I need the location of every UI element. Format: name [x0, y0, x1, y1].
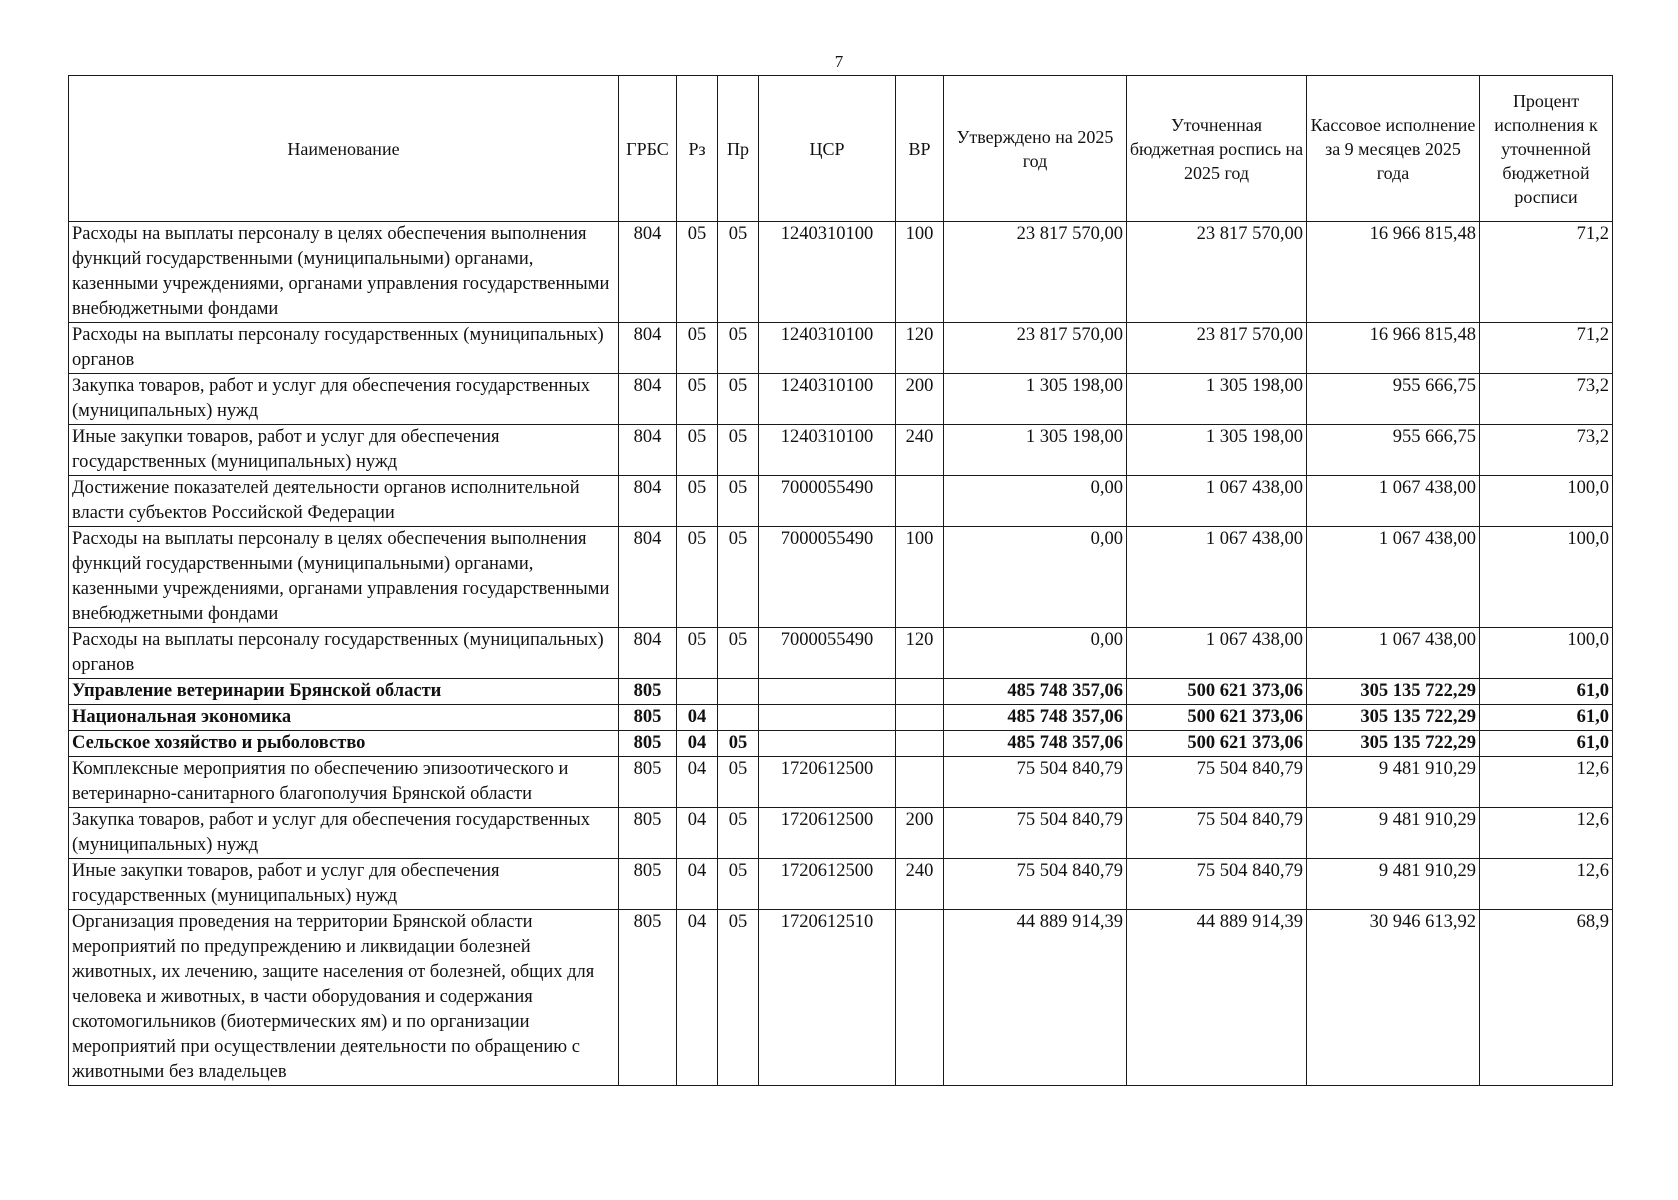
cell-refined: 1 067 438,00: [1127, 476, 1307, 527]
cell-rz: 05: [677, 425, 718, 476]
header-grbs: ГРБС: [619, 76, 677, 222]
cell-vr: [896, 476, 944, 527]
cell-pr: 05: [718, 808, 759, 859]
cell-vr: [896, 731, 944, 757]
header-percent: Процент исполнения к уточненной бюджетной росписи: [1480, 76, 1613, 222]
table-row: [69, 679, 1613, 705]
cell-approved: 75 504 840,79: [944, 859, 1127, 910]
cell-rz: 05: [677, 222, 718, 323]
cell-name: Расходы на выплаты персоналу в целях обеспечения выполнения функций государственными (муниципальными) органами, казенными учреждениями, органами управления государственными внебюджетными фондами: [69, 527, 619, 628]
cell-cash: 305 135 722,29: [1307, 705, 1480, 731]
cell-refined: 1 067 438,00: [1127, 527, 1307, 628]
cell-pr: 05: [718, 222, 759, 323]
cell-pr: 05: [718, 323, 759, 374]
table-row: [69, 425, 1613, 476]
table-row: [69, 705, 1613, 731]
budget-execution-table: [68, 75, 1613, 1086]
cell-rz: 05: [677, 374, 718, 425]
cell-approved: 75 504 840,79: [944, 808, 1127, 859]
cell-pr: 05: [718, 425, 759, 476]
cell-csr: 1720612510: [759, 910, 896, 1086]
cell-percent: 100,0: [1480, 628, 1613, 679]
header-vr: ВР: [896, 76, 944, 222]
table-header-row: [69, 76, 1613, 222]
cell-approved: 0,00: [944, 527, 1127, 628]
cell-cash: 9 481 910,29: [1307, 808, 1480, 859]
cell-cash: 16 966 815,48: [1307, 222, 1480, 323]
cell-csr: 7000055490: [759, 527, 896, 628]
cell-pr: 05: [718, 374, 759, 425]
cell-approved: 1 305 198,00: [944, 425, 1127, 476]
cell-name: Закупка товаров, работ и услуг для обеспечения государственных (муниципальных) нужд: [69, 374, 619, 425]
cell-refined: 75 504 840,79: [1127, 859, 1307, 910]
cell-cash: 1 067 438,00: [1307, 476, 1480, 527]
cell-csr: [759, 705, 896, 731]
cell-vr: [896, 705, 944, 731]
cell-rz: 04: [677, 910, 718, 1086]
cell-csr: 1240310100: [759, 374, 896, 425]
table-row: [69, 222, 1613, 323]
cell-approved: 75 504 840,79: [944, 757, 1127, 808]
cell-grbs: 804: [619, 425, 677, 476]
cell-approved: 44 889 914,39: [944, 910, 1127, 1086]
cell-csr: 1240310100: [759, 323, 896, 374]
table-row: [69, 323, 1613, 374]
cell-approved: 23 817 570,00: [944, 222, 1127, 323]
cell-csr: 1720612500: [759, 808, 896, 859]
cell-cash: 305 135 722,29: [1307, 679, 1480, 705]
cell-csr: 1720612500: [759, 859, 896, 910]
cell-refined: 75 504 840,79: [1127, 808, 1307, 859]
table-row: [69, 859, 1613, 910]
table-row: [69, 731, 1613, 757]
cell-rz: 04: [677, 705, 718, 731]
cell-pr: 05: [718, 731, 759, 757]
cell-cash: 955 666,75: [1307, 374, 1480, 425]
cell-pr: [718, 705, 759, 731]
cell-name: Организация проведения на территории Брянской области мероприятий по предупреждению и ликвидации болезней животных, их лечению, защите населения от болезней, общих для человека и животных, в части оборудования и содержания скотомогильников (биотермических ям) и по организации мероприятий при осуществлении деятельности по обращению с животными без владельцев: [69, 910, 619, 1086]
cell-grbs: 804: [619, 222, 677, 323]
cell-vr: [896, 757, 944, 808]
cell-name: Комплексные мероприятия по обеспечению эпизоотического и ветеринарно-санитарного благополучия Брянской области: [69, 757, 619, 808]
cell-approved: 485 748 357,06: [944, 731, 1127, 757]
cell-grbs: 805: [619, 705, 677, 731]
cell-name: Закупка товаров, работ и услуг для обеспечения государственных (муниципальных) нужд: [69, 808, 619, 859]
cell-grbs: 804: [619, 476, 677, 527]
cell-rz: 04: [677, 859, 718, 910]
cell-refined: 23 817 570,00: [1127, 323, 1307, 374]
cell-vr: [896, 910, 944, 1086]
cell-refined: 1 305 198,00: [1127, 374, 1307, 425]
cell-rz: [677, 679, 718, 705]
cell-cash: 9 481 910,29: [1307, 859, 1480, 910]
cell-percent: 12,6: [1480, 757, 1613, 808]
cell-cash: 305 135 722,29: [1307, 731, 1480, 757]
cell-name: Иные закупки товаров, работ и услуг для обеспечения государственных (муниципальных) нужд: [69, 425, 619, 476]
table-row: [69, 374, 1613, 425]
cell-name: Расходы на выплаты персоналу государственных (муниципальных) органов: [69, 628, 619, 679]
cell-vr: 120: [896, 323, 944, 374]
cell-approved: 23 817 570,00: [944, 323, 1127, 374]
cell-pr: 05: [718, 476, 759, 527]
cell-csr: 7000055490: [759, 628, 896, 679]
cell-grbs: 804: [619, 527, 677, 628]
table-row: [69, 757, 1613, 808]
cell-percent: 61,0: [1480, 679, 1613, 705]
cell-vr: [896, 679, 944, 705]
table-row: [69, 808, 1613, 859]
cell-percent: 71,2: [1480, 222, 1613, 323]
cell-rz: 05: [677, 527, 718, 628]
table-row: [69, 910, 1613, 1086]
cell-name: Управление ветеринарии Брянской области: [69, 679, 619, 705]
cell-grbs: 804: [619, 323, 677, 374]
cell-csr: [759, 731, 896, 757]
cell-percent: 61,0: [1480, 705, 1613, 731]
cell-name: Иные закупки товаров, работ и услуг для обеспечения государственных (муниципальных) нужд: [69, 859, 619, 910]
cell-grbs: 805: [619, 808, 677, 859]
cell-percent: 12,6: [1480, 808, 1613, 859]
cell-rz: 05: [677, 476, 718, 527]
cell-vr: 240: [896, 859, 944, 910]
cell-approved: 485 748 357,06: [944, 705, 1127, 731]
cell-vr: 240: [896, 425, 944, 476]
cell-cash: 30 946 613,92: [1307, 910, 1480, 1086]
cell-name: Расходы на выплаты персоналу государственных (муниципальных) органов: [69, 323, 619, 374]
cell-vr: 200: [896, 808, 944, 859]
cell-approved: 1 305 198,00: [944, 374, 1127, 425]
cell-approved: 0,00: [944, 476, 1127, 527]
cell-refined: 500 621 373,06: [1127, 705, 1307, 731]
cell-refined: 75 504 840,79: [1127, 757, 1307, 808]
cell-grbs: 805: [619, 910, 677, 1086]
cell-percent: 12,6: [1480, 859, 1613, 910]
cell-grbs: 805: [619, 757, 677, 808]
cell-approved: 0,00: [944, 628, 1127, 679]
cell-pr: 05: [718, 910, 759, 1086]
cell-percent: 73,2: [1480, 374, 1613, 425]
cell-cash: 955 666,75: [1307, 425, 1480, 476]
cell-name: Расходы на выплаты персоналу в целях обеспечения выполнения функций государственными (муниципальными) органами, казенными учреждениями, органами управления государственными внебюджетными фондами: [69, 222, 619, 323]
cell-grbs: 805: [619, 679, 677, 705]
cell-refined: 23 817 570,00: [1127, 222, 1307, 323]
cell-vr: 100: [896, 527, 944, 628]
cell-rz: 04: [677, 731, 718, 757]
header-pr: Пр: [718, 76, 759, 222]
cell-pr: 05: [718, 757, 759, 808]
cell-refined: 44 889 914,39: [1127, 910, 1307, 1086]
cell-csr: 7000055490: [759, 476, 896, 527]
cell-csr: 1720612500: [759, 757, 896, 808]
header-rz: Рз: [677, 76, 718, 222]
table-row: [69, 628, 1613, 679]
cell-vr: 120: [896, 628, 944, 679]
cell-grbs: 805: [619, 859, 677, 910]
cell-pr: [718, 679, 759, 705]
cell-name: Сельское хозяйство и рыболовство: [69, 731, 619, 757]
cell-percent: 61,0: [1480, 731, 1613, 757]
cell-rz: 05: [677, 628, 718, 679]
cell-cash: 1 067 438,00: [1307, 527, 1480, 628]
cell-vr: 200: [896, 374, 944, 425]
header-name: Наименование: [69, 76, 619, 222]
header-refined: Уточненная бюджетная роспись на 2025 год: [1127, 76, 1307, 222]
cell-pr: 05: [718, 628, 759, 679]
cell-refined: 1 305 198,00: [1127, 425, 1307, 476]
table-row: [69, 527, 1613, 628]
cell-percent: 68,9: [1480, 910, 1613, 1086]
cell-grbs: 804: [619, 628, 677, 679]
cell-csr: 1240310100: [759, 222, 896, 323]
cell-vr: 100: [896, 222, 944, 323]
cell-percent: 71,2: [1480, 323, 1613, 374]
page-number: 7: [834, 52, 844, 71]
cell-name: Достижение показателей деятельности органов исполнительной власти субъектов Российской Федерации: [69, 476, 619, 527]
cell-rz: 04: [677, 808, 718, 859]
table-body: [69, 222, 1613, 1086]
cell-cash: 16 966 815,48: [1307, 323, 1480, 374]
table-row: [69, 476, 1613, 527]
cell-pr: 05: [718, 859, 759, 910]
cell-percent: 100,0: [1480, 527, 1613, 628]
cell-percent: 73,2: [1480, 425, 1613, 476]
cell-approved: 485 748 357,06: [944, 679, 1127, 705]
cell-rz: 05: [677, 323, 718, 374]
cell-cash: 9 481 910,29: [1307, 757, 1480, 808]
cell-cash: 1 067 438,00: [1307, 628, 1480, 679]
header-approved: Утверждено на 2025 год: [944, 76, 1127, 222]
cell-percent: 100,0: [1480, 476, 1613, 527]
cell-refined: 500 621 373,06: [1127, 731, 1307, 757]
cell-name: Национальная экономика: [69, 705, 619, 731]
cell-grbs: 804: [619, 374, 677, 425]
cell-refined: 500 621 373,06: [1127, 679, 1307, 705]
cell-csr: 1240310100: [759, 425, 896, 476]
cell-refined: 1 067 438,00: [1127, 628, 1307, 679]
cell-rz: 04: [677, 757, 718, 808]
header-cash: Кассовое исполнение за 9 месяцев 2025 года: [1307, 76, 1480, 222]
cell-csr: [759, 679, 896, 705]
cell-grbs: 805: [619, 731, 677, 757]
header-csr: ЦСР: [759, 76, 896, 222]
cell-pr: 05: [718, 527, 759, 628]
